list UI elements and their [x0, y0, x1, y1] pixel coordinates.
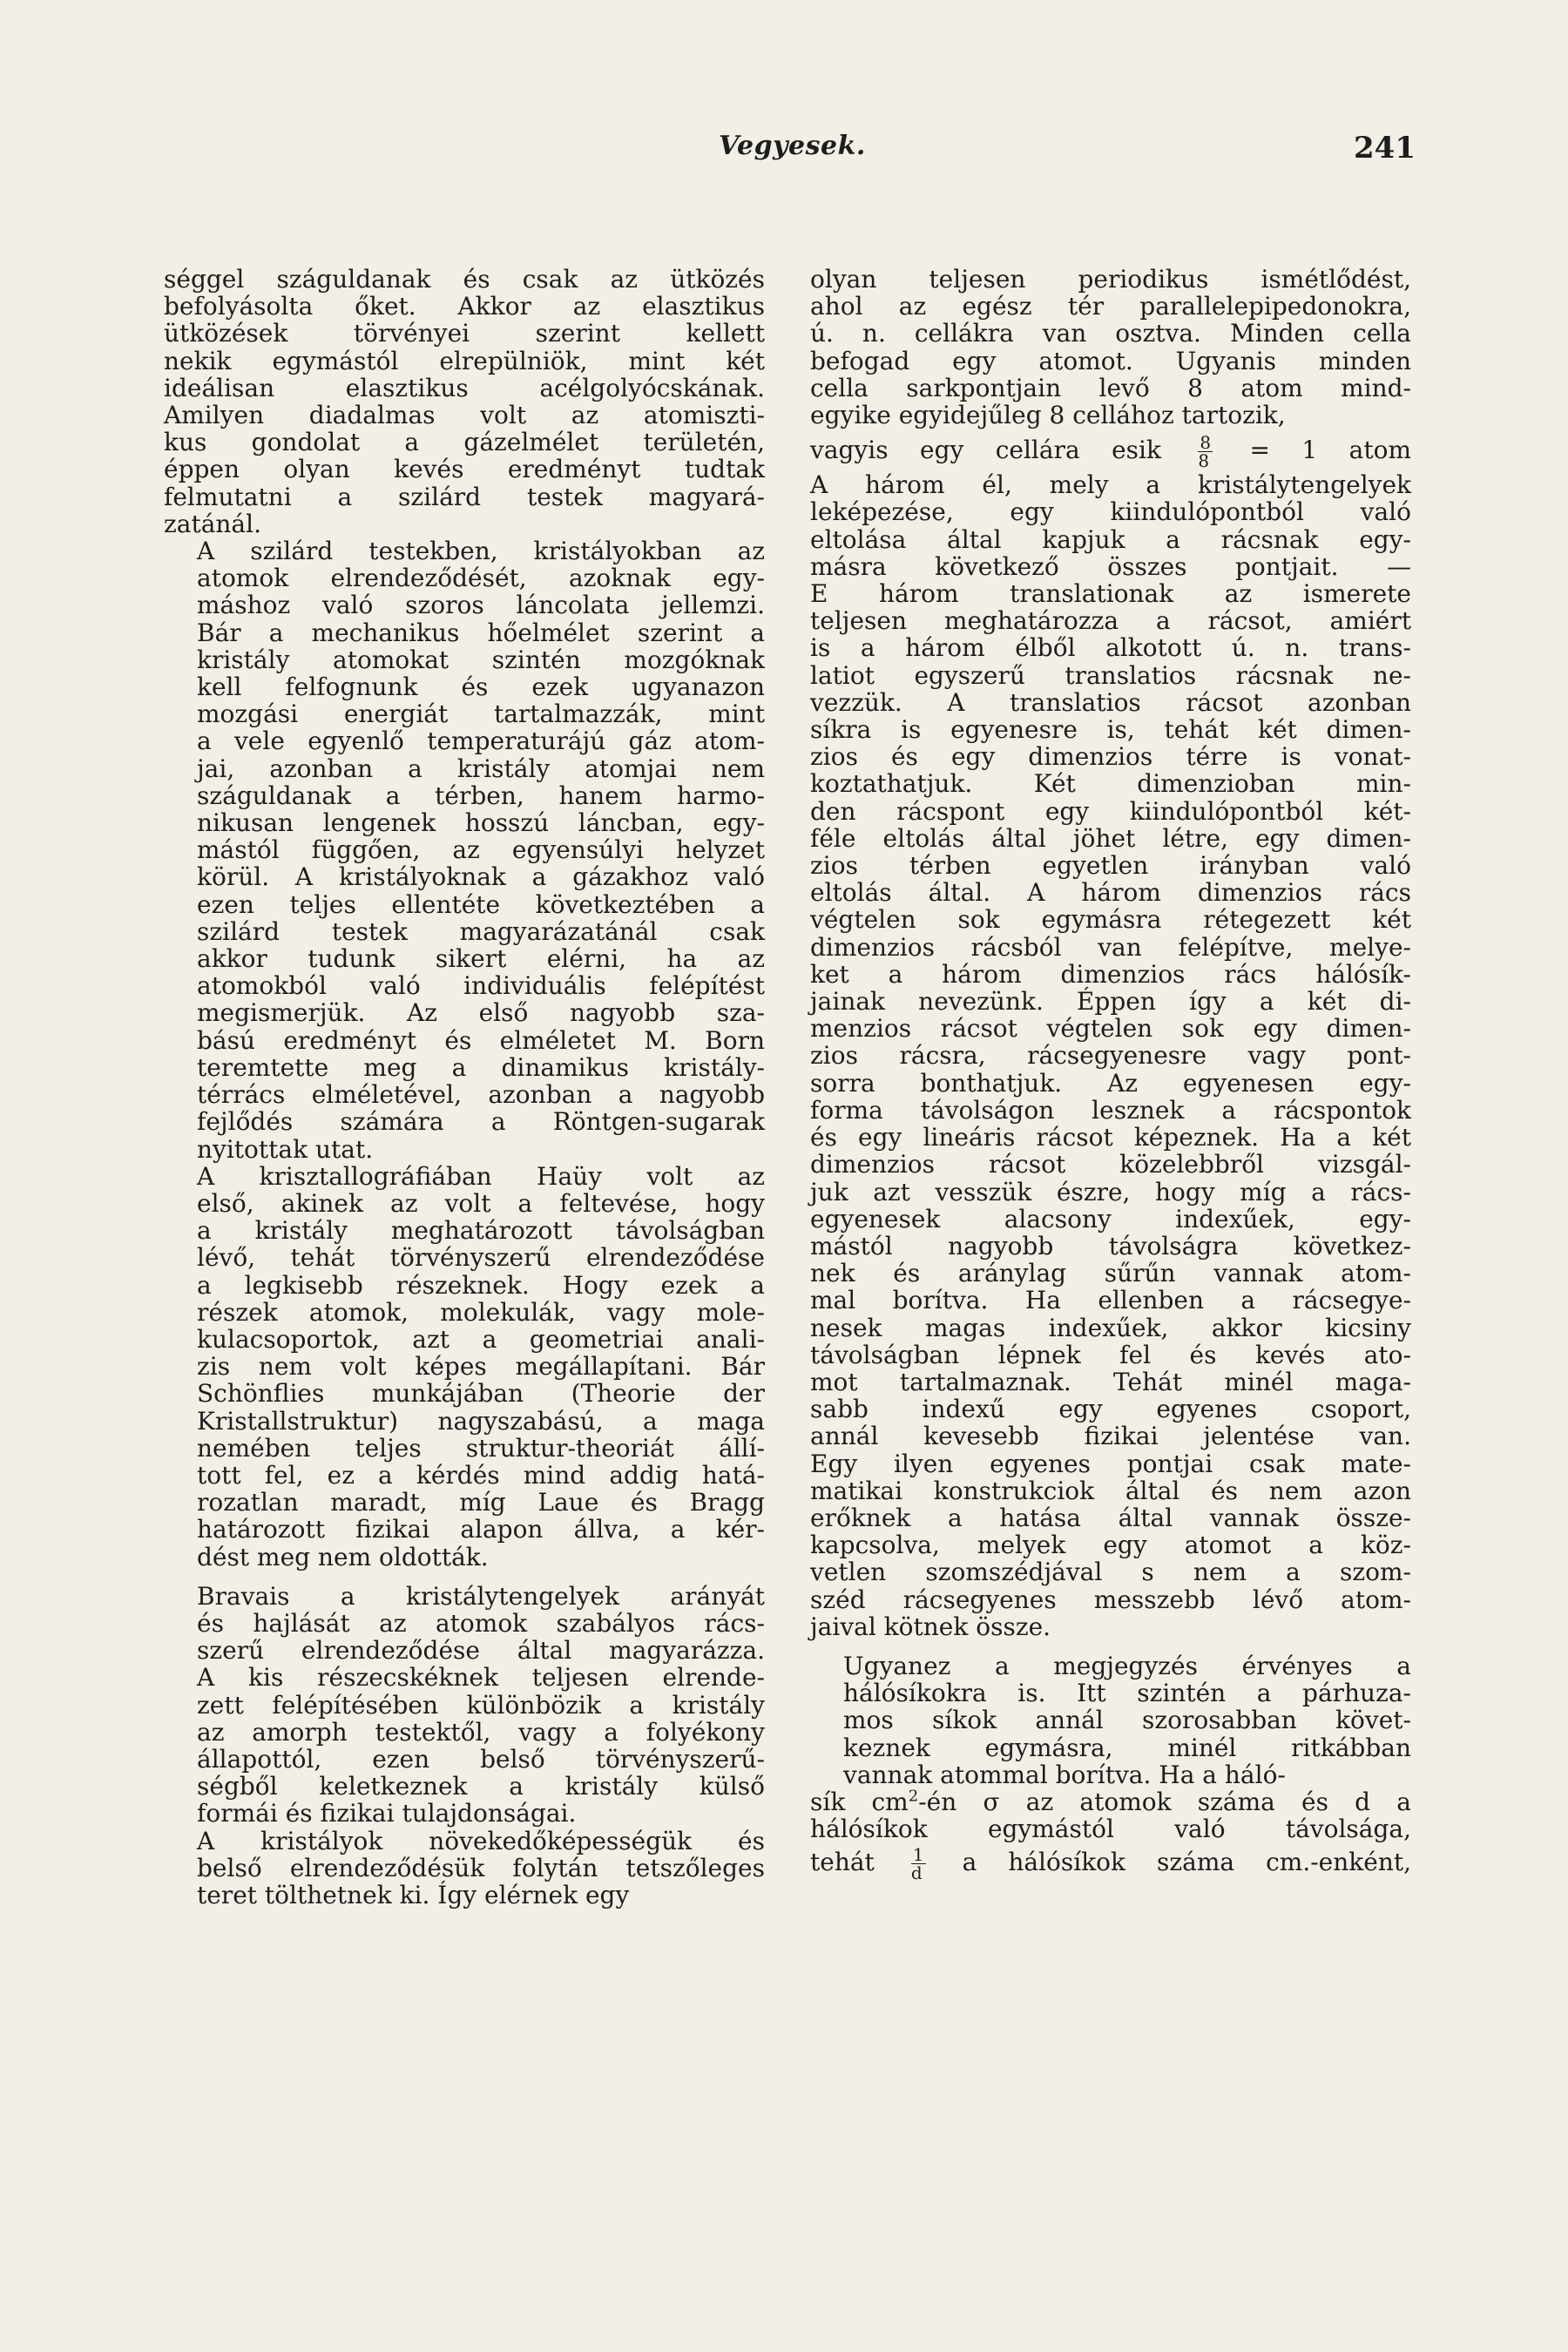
text-line: Egy ilyen egyenes pontjai csak mate-: [810, 1449, 1411, 1478]
text-line: ideálisan elasztikus acélgolyócskának.: [164, 373, 765, 402]
text-line: zios rácsra, rácsegyenesre vagy pont-: [810, 1041, 1411, 1071]
text-line: Kristallstruktur) nagyszabású, a maga: [197, 1406, 765, 1436]
text-line: az amorph testektől, vagy a folyékony: [197, 1717, 765, 1747]
text-line: nek és aránylag sűrűn vannak atom-: [810, 1259, 1411, 1288]
text-line: Schönflies munkájában (Theorie der: [197, 1379, 765, 1409]
text-line: nekik egymástól elrepülniök, mint két: [164, 346, 765, 375]
text-line: jainak nevezünk. Éppen így a két di-: [810, 987, 1411, 1017]
text-line: jai, azonban a kristály atomjai nem: [197, 754, 765, 783]
text-line: mástól függően, az egyensúlyi helyzet: [197, 835, 765, 865]
text-line: egyenesek alacsony indexűek, egy-: [810, 1204, 1411, 1233]
text-line: atomokból való individuális felépítést: [197, 971, 765, 1001]
text-line: menzios rácsot végtelen sok egy dimen-: [810, 1014, 1411, 1044]
text-line: teremtette meg a dinamikus kristály-: [197, 1052, 765, 1082]
text-line: akkor tudunk sikert elérni, ha az: [197, 944, 765, 974]
paragraph: [164, 537, 765, 1163]
text-line: A három él, mely a kristálytengelyek: [810, 470, 1411, 500]
text-line: belső elrendeződésük folytán tetszőleges: [197, 1853, 765, 1882]
text-line: zett felépítésében különbözik a kristály: [197, 1690, 765, 1720]
text-line: síkra is egyenesre is, tehát két dimen-: [810, 715, 1411, 745]
text-line: vannak atommal borítva. Ha a háló-: [843, 1760, 1286, 1789]
text-line: és hajlását az atomok szabályos rács-: [197, 1608, 765, 1638]
text-line: vetlen szomszédjával s nem a szom-: [810, 1558, 1411, 1587]
text-line: dimenzios rácsból van felépítve, melye-: [810, 932, 1411, 962]
text-line: eltolása által kapjuk a rácsnak egy-: [810, 524, 1411, 554]
text-line: Bár a mechanikus hőelmélet szerint a: [197, 618, 765, 647]
text-line: bású eredményt és elméletet M. Born: [197, 1025, 765, 1055]
text-line: koztathatjuk. Két dimenzioban min-: [810, 769, 1411, 799]
text-line: ütközések törvényei szerint kellett: [164, 319, 765, 348]
text-line: zios és egy dimenzios térre is vonat-: [810, 742, 1411, 772]
text-line: száguldanak a térben, hanem harmo-: [197, 781, 765, 810]
text-line: ezen teljes ellentéte következtében a: [197, 889, 765, 919]
text-line: szilárd testek magyarázatánál csak: [197, 916, 765, 946]
text-line: első, akinek az volt a feltevése, hogy: [197, 1188, 765, 1218]
text-line: lévő, tehát törvényszerű elrendeződése: [197, 1243, 765, 1273]
text-line: befogad egy atomot. Ugyanis minden: [810, 346, 1411, 375]
page-header: [179, 131, 1416, 183]
text-line: és egy lineáris rácsot képeznek. Ha a két: [810, 1123, 1411, 1152]
paragraph: [164, 1163, 765, 1571]
text-line: mos síkok annál szorosabban követ-: [843, 1706, 1411, 1735]
paragraph: [164, 1583, 765, 1828]
text-line: cella sarkpontjain levő 8 atom mind-: [810, 373, 1411, 402]
text-line: határozott fizikai alapon állva, a kér-: [197, 1515, 765, 1544]
text-line: nyitottak utat.: [197, 1134, 374, 1164]
text-line: atomok elrendeződését, azoknak egy-: [197, 564, 765, 593]
text-line: vezzük. A translatios rácsot azonban: [810, 687, 1411, 717]
text-line: zis nem volt képes megállapítani. Bár: [197, 1352, 765, 1382]
text-line: A kristályok növekedőképességük és: [197, 1826, 765, 1855]
text-line: éppen olyan kevés eredményt tudtak: [164, 455, 765, 484]
text-line: latiot egyszerű translatios rácsnak ne-: [810, 660, 1411, 690]
text-line: sabb indexű egy egyenes csoport,: [810, 1395, 1411, 1424]
paragraph: [164, 266, 765, 537]
paragraph: [810, 471, 1411, 1640]
text-line: forma távolságon lesznek a rácspontok: [810, 1095, 1411, 1125]
text-line: kulacsoportok, azt a geometriai anali-: [197, 1324, 765, 1354]
text-line: annál kevesebb fizikai jelentése van.: [810, 1422, 1411, 1451]
text-line: Ugyanez a megjegyzés érvényes a: [843, 1651, 1411, 1680]
text-line: a vele egyenlő temperaturájú gáz atom-: [197, 727, 765, 756]
text-line: Amilyen diadalmas volt az atomiszti-: [164, 401, 765, 430]
text-line: végtelen sok egymásra rétegezett két: [810, 905, 1411, 935]
text-line: körül. A kristályoknak a gázakhoz való: [197, 862, 765, 892]
text-line: széd rácsegyenes messzebb lévő atom-: [810, 1585, 1411, 1614]
text-line: leképezése, egy kiindulópontból való: [810, 497, 1411, 527]
text-line: Bravais a kristálytengelyek arányát: [197, 1581, 765, 1611]
left-column: [164, 266, 765, 1909]
text-line: nesek magas indexűek, akkor kicsiny: [810, 1313, 1411, 1342]
page-number: 241: [1354, 131, 1416, 166]
text-line: tott fel, ez a kérdés mind addig hatá-: [197, 1460, 765, 1490]
text-line: zios térben egyetlen irányban való: [810, 851, 1411, 881]
fraction: $\frac{1}{d}$: [910, 1844, 924, 1884]
text-line: matikai konstrukciok által és nem azon: [810, 1476, 1411, 1505]
text-line: felmutatni a szilárd testek magyará-: [164, 482, 765, 511]
text-line: hálósíkok egymástól való távolsága,: [810, 1815, 1411, 1844]
text-line: kapcsolva, melyek egy atomot a köz-: [810, 1531, 1411, 1560]
formula-line: vagyis egy cellára esik $\frac{8}{8}$ = 1 atom: [810, 432, 1411, 472]
text-line: fejlődés számára a Röntgen-sugarak: [197, 1107, 765, 1137]
text-line: séggel száguldanak és csak az ütközés: [164, 265, 765, 294]
text-line: den rácspont egy kiindulópontból két-: [810, 796, 1411, 826]
text-line: a kristály meghatározott távolságban: [197, 1216, 765, 1246]
text-line: kus gondolat a gázelmélet területén,: [164, 428, 765, 457]
text-line: a legkisebb részeknek. Hogy ezek a: [197, 1270, 765, 1300]
text-line: rozatlan maradt, míg Laue és Bragg: [197, 1488, 765, 1517]
text-line: távolságban lépnek fel és kevés ato-: [810, 1340, 1411, 1369]
text-line: mástól nagyobb távolságra következ-: [810, 1231, 1411, 1260]
text-line: olyan teljesen periodikus ismétlődést,: [810, 265, 1411, 294]
text-line: juk azt vesszük észre, hogy míg a rács-: [810, 1177, 1411, 1206]
running-title: Vegyesek.: [719, 131, 866, 161]
paragraph: [810, 1652, 1411, 1788]
text-line: eltolás által. A három dimenzios rács: [810, 878, 1411, 908]
text-line: ahol az egész tér parallelepipedonokra,: [810, 292, 1411, 321]
paragraph: [164, 1828, 765, 1909]
text-line: teljesen meghatározza a rácsot, amiért: [810, 606, 1411, 636]
text-line: formái és fizikai tulajdonságai.: [197, 1799, 577, 1828]
fraction: $\frac{8}{8}$: [1198, 432, 1212, 472]
text-line: befolyásolta őket. Akkor az elasztikus: [164, 292, 765, 321]
text-line: nikusan lengenek hosszú láncban, egy-: [197, 808, 765, 838]
text-line: kell felfognunk és ezek ugyanazon: [197, 672, 765, 702]
text-line: megismerjük. Az első nagyobb sza-: [197, 998, 765, 1028]
text-line: mot tartalmaznak. Tehát minél maga-: [810, 1367, 1411, 1396]
text-line: térrács elméletével, azonban a nagyobb: [197, 1080, 765, 1110]
text-line: máshoz való szoros láncolata jellemzi.: [197, 591, 765, 620]
text-line: mozgási energiát tartalmazzák, mint: [197, 700, 765, 729]
text-line: sík $cm^2-én$ σ az atomok száma és d a: [810, 1787, 1411, 1816]
text-line: is a három élből alkotott ú. n. trans-: [810, 633, 1411, 663]
paragraph: [810, 266, 1411, 429]
text-line: egyike egyidejűleg 8 cellához tartozik,: [810, 401, 1286, 430]
text-line: ségből keletkeznek a kristály külső: [197, 1772, 765, 1801]
text-line: kristály atomokat szintén mozgóknak: [197, 645, 765, 674]
text-line: féle eltolás által jöhet létre, egy dimen-: [810, 823, 1411, 853]
text-line: erőknek a hatása által vannak össze-: [810, 1503, 1411, 1532]
text-line: E három translationak az ismerete: [810, 579, 1411, 609]
text-line: zatánál.: [164, 509, 261, 538]
text-line: ú. n. cellákra van osztva. Minden cella: [810, 319, 1411, 348]
text-line: A krisztallográfiában Haüy volt az: [197, 1161, 765, 1191]
text-line: keznek egymásra, minél ritkábban: [843, 1733, 1411, 1762]
text-line: állapottól, ezen belső törvényszerű-: [197, 1744, 765, 1774]
text-line: dimenzios rácsot közelebbről vizsgál-: [810, 1150, 1411, 1179]
text-line: A kis részecskéknek teljesen elrende-: [197, 1663, 765, 1693]
formula-line: tehát $\frac{1}{d}$ a hálósíkok száma cm.-enként,: [810, 1844, 1412, 1884]
text-line: hálósíkokra is. Itt szintén a párhuza-: [843, 1679, 1411, 1708]
text-line: dést meg nem oldották.: [197, 1542, 489, 1571]
text-line: sorra bonthatjuk. Az egyenesen egy-: [810, 1068, 1411, 1098]
text-line: részek atomok, molekulák, vagy mole-: [197, 1297, 765, 1327]
text-line: mal borítva. Ha ellenben a rácsegye-: [810, 1286, 1411, 1315]
text-line: szerű elrendeződése által magyarázza.: [197, 1636, 765, 1666]
text-line: ket a három dimenzios rács hálósík-: [810, 959, 1411, 989]
right-column: [810, 266, 1411, 1882]
text-line: nemében teljes struktur-theoriát állí-: [197, 1433, 765, 1463]
text-line: másra következő összes pontjait. —: [810, 551, 1411, 581]
text-line: jaival kötnek össze.: [810, 1612, 1051, 1641]
text-line: teret tölthetnek ki. Így elérnek egy: [197, 1880, 630, 1909]
text-line: A szilárd testekben, kristályokban az: [197, 537, 765, 566]
